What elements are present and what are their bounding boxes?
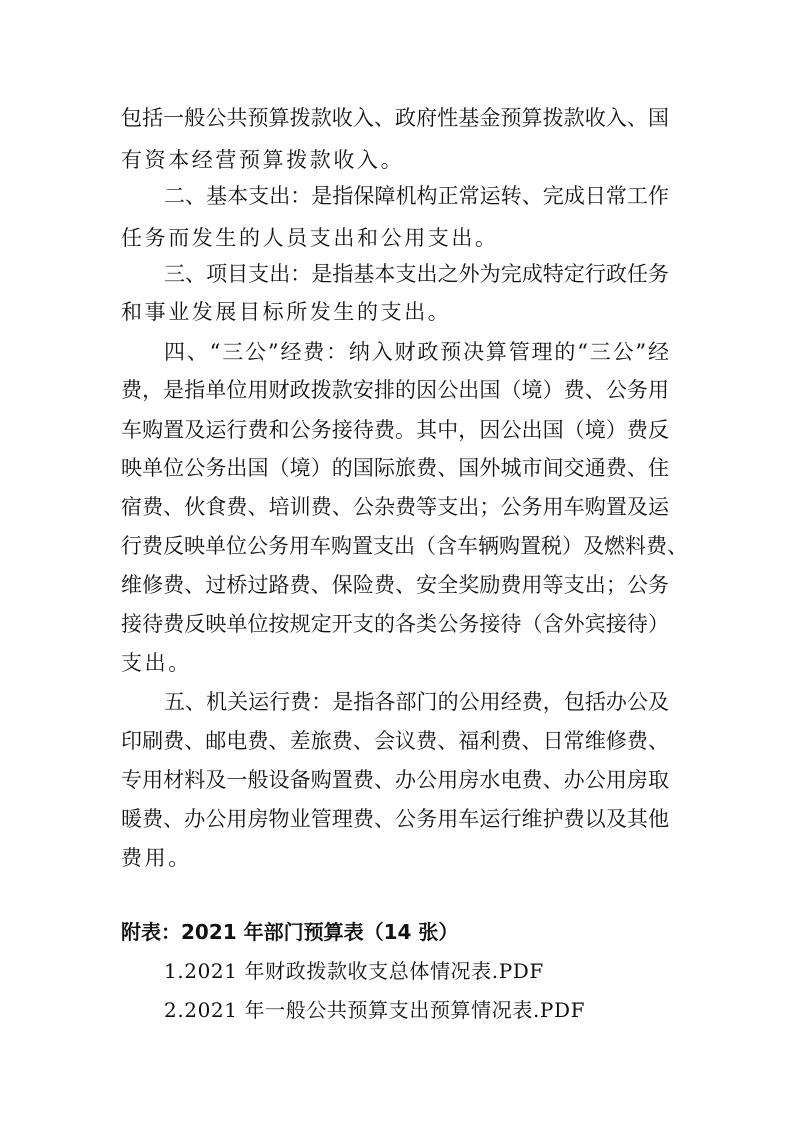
paragraph-line: 专用材料及一般设备购置费、办公用房水电费、办公用房取 bbox=[121, 768, 669, 792]
paragraph-line: 印刷费、邮电费、差旅费、会议费、福利费、日常维修费、 bbox=[121, 729, 669, 753]
paragraph-line: 车购置及运行费和公务接待费。其中，因公出国（境）费反 bbox=[121, 418, 669, 442]
paragraph-line: 四、“三公”经费：纳入财政预决算管理的“三公”经 bbox=[164, 340, 669, 364]
paragraph-line: 五、机关运行费：是指各部门的公用经费，包括办公及 bbox=[164, 690, 669, 714]
paragraph-line: 二、基本支出：是指保障机构正常运转、完成日常工作 bbox=[164, 184, 669, 208]
paragraph-line: 费用。 bbox=[121, 846, 192, 870]
attachment-link-2[interactable]: 2.2021 年一般公共预算支出预算情况表.PDF bbox=[164, 998, 586, 1022]
paragraph-line: 行费反映单位公务用车购置支出（含车辆购置税）及燃料费、 bbox=[121, 534, 688, 558]
paragraph-line: 宿费、伙食费、培训费、公杂费等支出；公务用车购置及运 bbox=[121, 495, 669, 519]
paragraph-line: 和事业发展目标所发生的支出。 bbox=[121, 300, 452, 324]
paragraph-line: 接待费反映单位按规定开支的各类公务接待（含外宾接待） bbox=[121, 612, 669, 636]
paragraph-line: 维修费、过桥过路费、保险费、安全奖励费用等支出；公务 bbox=[121, 573, 669, 597]
paragraph-line: 三、项目支出：是指基本支出之外为完成特定行政任务 bbox=[164, 262, 669, 286]
paragraph-line: 任务而发生的人员支出和公用支出。 bbox=[121, 226, 499, 250]
appendix-heading: 附表：2021 年部门预算表（14 张） bbox=[121, 920, 459, 944]
paragraph-line: 费，是指单位用财政拨款安排的因公出国（境）费、公务用 bbox=[121, 378, 669, 402]
paragraph-line: 有资本经营预算拨款收入。 bbox=[121, 148, 405, 172]
paragraph-line: 包括一般公共预算拨款收入、政府性基金预算拨款收入、国 bbox=[121, 106, 669, 130]
attachment-link-1[interactable]: 1.2021 年财政拨款收支总体情况表.PDF bbox=[164, 959, 544, 983]
paragraph-line: 映单位公务出国（境）的国际旅费、国外城市间交通费、住 bbox=[121, 456, 669, 480]
paragraph-line: 支出。 bbox=[121, 651, 192, 675]
paragraph-line: 暖费、办公用房物业管理费、公务用车运行维护费以及其他 bbox=[121, 807, 669, 831]
